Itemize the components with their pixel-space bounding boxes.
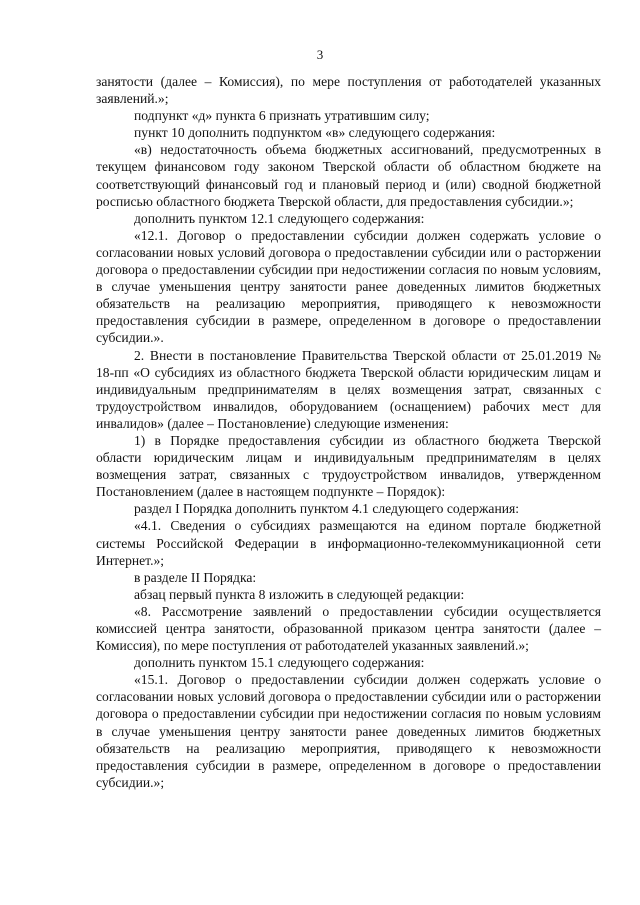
paragraph-4: «в) недостаточность объема бюджетных ассигнований, предусмотренных в текущем финансовом году законом Тверской области об областном бюджете на соответствующий финансовый год и плановый период и (или) сводной бюджетной росписью областного бюджета Тверской области, для предоставления субсидии.»;	[96, 142, 601, 209]
paragraph-14: дополнить пунктом 15.1 следующего содержания:	[134, 655, 425, 671]
paragraph-13: «8. Рассмотрение заявлений о предоставлении субсидии осуществляется комиссией центра занятости, образованной приказом центра занятости (далее – Комиссия), по мере поступления от работодателей указанных заявлений.»;	[96, 603, 601, 654]
paragraph-9: раздел I Порядка дополнить пунктом 4.1 следующего содержания:	[134, 501, 520, 517]
paragraph-3: пункт 10 дополнить подпунктом «в» следующего содержания:	[134, 125, 496, 141]
paragraph-2: подпункт «д» пункта 6 признать утратившим силу;	[134, 108, 430, 124]
paragraph-1: занятости (далее – Комиссия), по мере поступления от работодателей указанных заявлений.»;	[96, 74, 601, 107]
page-number: 3	[316, 47, 324, 62]
paragraph-15: «15.1. Договор о предоставлении субсидии должен содержать условие о согласовании новых условий договора о предоставлении субсидии или о расторжении договора о предоставлении субсидии при недостижении согласия по новым условиям в случае уменьшения центру занятости ранее доведенных лимитов бюджетных обязательств на реализацию мероприятия, приводящего к невозможности предоставления субсидии в размере, определенном в договоре о предоставлении субсидии.»;	[96, 672, 601, 790]
paragraph-10: «4.1. Сведения о субсидиях размещаются на едином портале бюджетной системы Российской Федерации в информационно-телекоммуникационной сети Интернет.»;	[96, 518, 601, 568]
paragraph-7: 2. Внести в постановление Правительства Тверской области от 25.01.2019 № 18-пп «О субсидиях из областного бюджета Тверской области юридическим лицам и индивидуальным предпринимателям в целях возмещения затрат, связанных с трудоустройством инвалидов, оборудованием (оснащением) рабочих мест для инвалидов» (далее – Постановление) следующие изменения:	[96, 347, 601, 431]
paragraph-6: «12.1. Договор о предоставлении субсидии должен содержать условие о согласовании новых условий договора о предоставлении субсидии или о расторжении договора о предоставлении субсидии при недостижении согласия по новым условиям, в случае уменьшения центру занятости ранее доведенных лимитов бюджетных обязательств на реализацию мероприятия, приводящего к невозможности предоставления субсидии в размере, определенном в договоре о предоставлении субсидии.».	[96, 227, 601, 346]
paragraph-5: дополнить пунктом 12.1 следующего содержания:	[134, 210, 425, 226]
document-body	[96, 73, 601, 791]
paragraph-12: абзац первый пункта 8 изложить в следующей редакции:	[134, 586, 465, 602]
paragraph-8: 1) в Порядке предоставления субсидии из областного бюджета Тверской области юридическим лицам и индивидуальным предпринимателям в целях возмещения затрат, связанных с трудоустройством инвалидов, утвержденном Постановлением (далее в настоящем подпункте – Порядок):	[96, 432, 601, 500]
paragraph-11: в разделе II Порядка:	[134, 569, 257, 585]
